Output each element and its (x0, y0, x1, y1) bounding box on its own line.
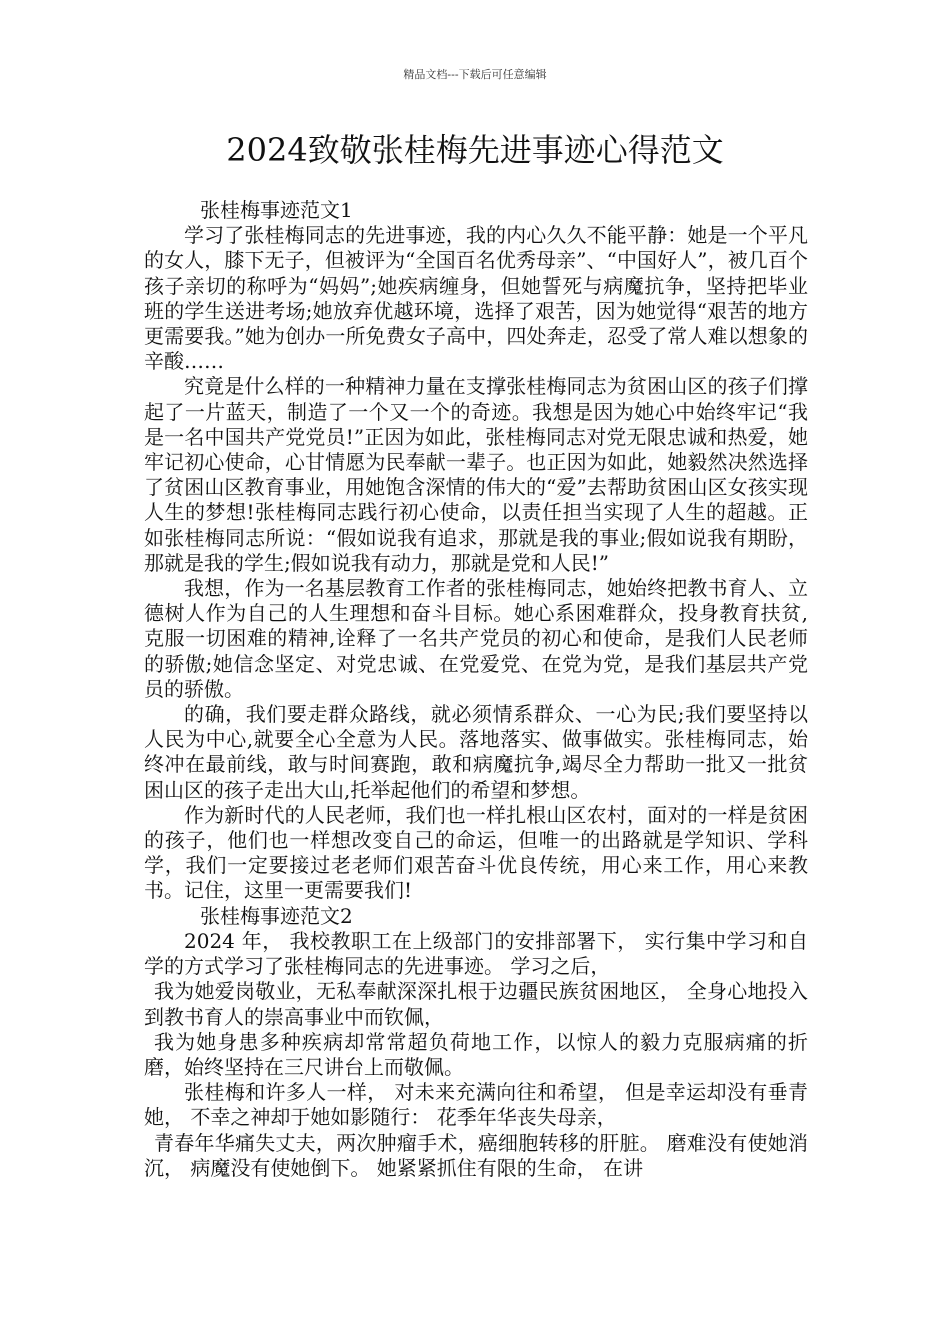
section-heading: 张桂梅事迹范文2 (200, 903, 353, 928)
document-body (144, 198, 808, 1181)
paragraph: 我为她爱岗敬业，无私奉献深深扎根于边疆民族贫困地区， 全身心地投入到教书育人的崇高事业中而钦佩， (144, 979, 808, 1029)
paragraph: 究竟是什么样的一种精神力量在支撑张桂梅同志为贫困山区的孩子们撑起了一片蓝天，制造了一个又一个的奇迹。我想是因为她心中始终牢记“我是一名中国共产党党员!”正因为如此，张桂梅同志对党无限忠诚和热爱，她牢记初心使命，心甘情愿为民奉献一辈子。也正因为如此，她毅然决然选择了贫困山区教育事业，用她饱含深情的伟大的“爱”去帮助贫困山区女孩实现人生的梦想!张桂梅同志践行初心使命，以责任担当实现了人生的超越。正如张桂梅同志所说：“假如说我有追求，那就是我的事业;假如说我有期盼，那就是我的学生;假如说我有动力，那就是党和人民!” (144, 374, 808, 575)
paragraph: 青春年华痛失丈夫，两次肿瘤手术，癌细胞转移的肝脏。 磨难没有使她消沉， 病魔没有使她倒下。 她紧紧抓住有限的生命， 在讲 (144, 1130, 808, 1180)
paragraph: 我想，作为一名基层教育工作者的张桂梅同志，她始终把教书育人、立德树人作为自己的人生理想和奋斗目标。她心系困难群众，投身教育扶贫,克服一切困难的精神,诠释了一名共产党员的初心和使命，是我们人民老师的骄傲;她信念坚定、对党忠诚、在党爱党、在党为党，是我们基层共产党员的骄傲。 (144, 576, 808, 701)
paragraph: 学习了张桂梅同志的先进事迹，我的内心久久不能平静：她是一个平凡的女人，膝下无子，但被评为“全国百名优秀母亲”、“中国好人”，被几百个孩子亲切的称呼为“妈妈”;她疾病缠身，但她誓死与病魔抗争，坚持把毕业班的学生送进考场;她放弃优越环境，选择了艰苦，因为她觉得“艰苦的地方更需要我。”她为创办一所免费女子高中，四处奔走，忍受了常人难以想象的辛酸…… (144, 223, 808, 374)
document-header-note: 精品文档---下载后可任意编辑 (403, 68, 547, 81)
document-title: 2024致敬张桂梅先进事迹心得范文 (226, 131, 724, 169)
paragraph: 的确，我们要走群众路线，就必须情系群众、一心为民;我们要坚持以人民为中心,就要全心全意为人民。落地落实、做事做实。张桂梅同志，始终冲在最前线，敢与时间赛跑，敢和病魔抗争,竭尽全力帮助一批又一批贫困山区的孩子走出大山,托举起他们的希望和梦想。 (144, 702, 808, 802)
section-heading: 张桂梅事迹范文1 (200, 198, 353, 222)
paragraph: 我为她身患多种疾病却常常超负荷地工作，以惊人的毅力克服病痛的折磨，始终坚持在三尺讲台上而敬佩。 (144, 1029, 808, 1079)
paragraph: 2024 年， 我校教职工在上级部门的安排部署下， 实行集中学习和自学的方式学习了张桂梅同志的先进事迹。 学习之后， (144, 928, 808, 979)
paragraph: 张桂梅和许多人一样， 对未来充满向往和希望， 但是幸运却没有垂青她， 不幸之神却于她如影随行： 花季年华丧失母亲， (144, 1080, 808, 1130)
paragraph: 作为新时代的人民老师，我们也一样扎根山区农村，面对的一样是贫困的孩子，他们也一样想改变自己的命运，但唯一的出路就是学知识、学科学，我们一定要接过老老师们艰苦奋斗优良传统，用心来工作，用心来教书。记住，这里一更需要我们! (144, 802, 808, 903)
